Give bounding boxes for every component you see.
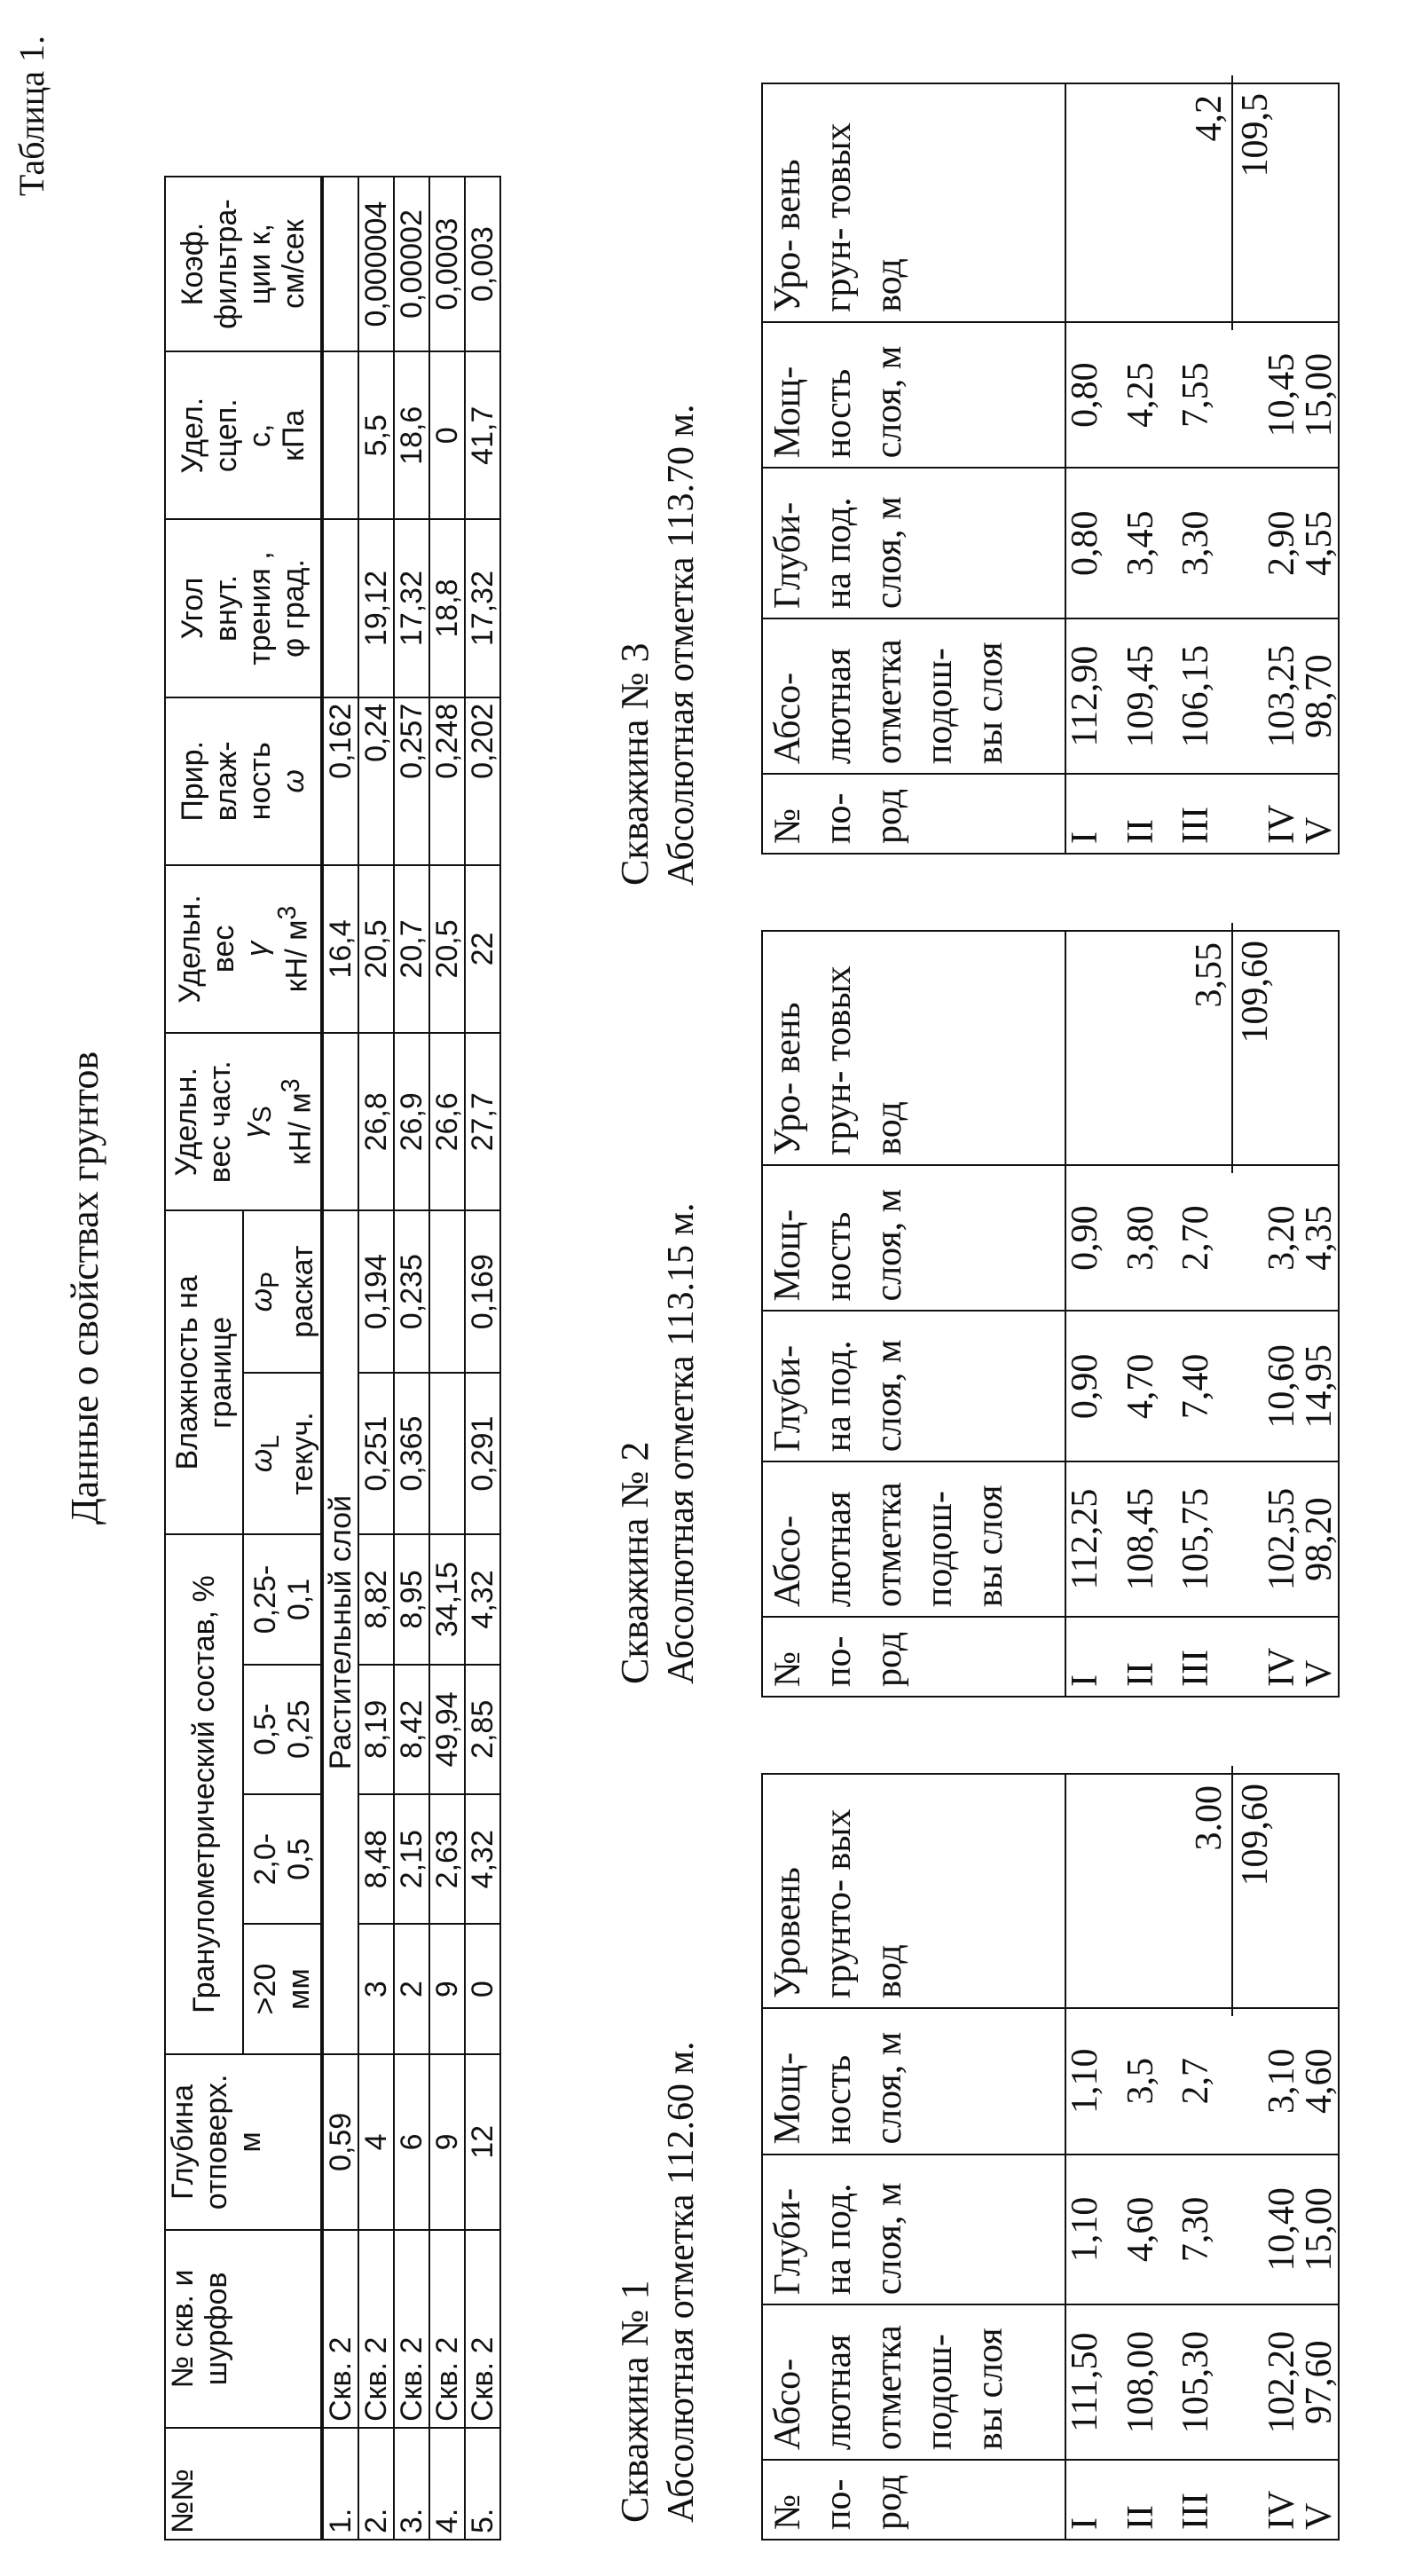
bh3-header-depth: Глуби- на под. слоя, м <box>762 468 1065 618</box>
table-row: III 105,30 7,30 2,7 <box>1177 1774 1233 2540</box>
table-row: 4. Скв. 2 9 9 2,63 49,94 34,15 26,6 20,5 0,248 18,8 0 0,0003 <box>429 177 465 2540</box>
table-row: IV 102,20 10,40 3,10 <box>1263 1774 1301 2540</box>
header-plastic-limit: $\omega_P$ раскат <box>243 1210 322 1372</box>
bh1-header-elevation: Абсо- лютная отметка подош- вы слоя <box>762 2304 1065 2460</box>
bh1-header-layer: № по- род <box>762 2460 1065 2540</box>
bh2-header-depth: Глуби- на под. слоя, м <box>762 1311 1065 1461</box>
header-natural-moisture: Прир. влаж- ность ω <box>165 697 322 865</box>
table-row: V 97,60 15,00 4,60 <box>1301 1774 1339 2540</box>
water-level-line <box>1231 75 1233 330</box>
bh1-header-depth: Глуби- на под. слоя, м <box>762 2155 1065 2305</box>
header-moisture-limits: Влажность на границе <box>165 1210 243 1534</box>
bh3-header-water: Уро- вень грун- товых вод <box>762 83 1065 322</box>
bh2-header-elevation: Абсо- лютная отметка подош- вы слоя <box>762 1461 1065 1617</box>
borehole-1-heading <box>612 2041 704 2523</box>
borehole-1-title: Скважина № 1 <box>613 2280 656 2523</box>
bh2-header-water: Уро- вень грун- товых вод <box>762 931 1065 1165</box>
table-row: IV 102,55 10,60 3,20 <box>1263 931 1301 1697</box>
table-row: V 98,70 4,55 15,00 <box>1301 83 1339 854</box>
borehole-3-title: Скважина № 3 <box>613 642 656 886</box>
borehole-1-table <box>761 1773 1340 2541</box>
bh3-header-thickness: Мощ- ность слоя, м <box>762 322 1065 469</box>
water-level-line <box>1231 923 1233 1173</box>
table-row: I 112,25 0,90 0,90 3,55 109,60 <box>1065 931 1122 1697</box>
table-row: IV 103,25 2,90 10,45 <box>1263 83 1301 854</box>
bh3-water-level: 4,2 109,5 <box>1065 83 1233 322</box>
header-gran-4: 0,25- 0,1 <box>243 1534 322 1664</box>
bh1-header-water: Уровень грунто- вых вод <box>762 1774 1065 2008</box>
table-row: V 98,20 14,95 4,35 <box>1301 931 1339 1697</box>
borehole-2-heading <box>612 1202 704 1684</box>
header-depth: Глубина отповерх. м <box>165 2054 322 2230</box>
header-unit-weight: Удельн. вес γ кН/ $м^3$ <box>165 865 322 1033</box>
borehole-3-table <box>761 83 1340 855</box>
borehole-1-elevation: Абсолютная отметка 112.60 м. <box>660 2041 702 2523</box>
table-caption: Таблица 1. <box>12 35 51 197</box>
header-gran-3: 0,5- 0,25 <box>243 1665 322 1794</box>
table-row: 2. Скв. 2 4 3 8,48 8,19 8,82 0,251 0,194 26,8 20,5 0,24 19,12 5,5 0,000004 <box>358 177 394 2540</box>
bh1-header-thickness: Мощ- ность слоя, м <box>762 2008 1065 2155</box>
bh2-water-level: 3,55 109,60 <box>1065 931 1233 1165</box>
header-num: №№ <box>165 2428 322 2540</box>
bh1-water-level: 3.00 109,60 <box>1065 1774 1233 2008</box>
soil-properties-table <box>164 176 501 2541</box>
header-site: № скв. и шурфов <box>165 2230 322 2428</box>
table-row: I 111,50 1,10 1,10 3.00 109,60 <box>1065 1774 1122 2540</box>
table-row: II 108,00 4,60 3,5 <box>1122 1774 1178 2540</box>
table-row: III 105,75 7,40 2,70 <box>1177 931 1233 1697</box>
header-particle-density: Удельн. вес част. $\gamma_S$ кН/ $м^3$ <box>165 1033 322 1210</box>
props-header <box>165 177 322 2540</box>
borehole-2-table <box>761 930 1340 1698</box>
header-friction-angle: Угол внут. трения , φ град. <box>165 519 322 697</box>
header-gran-2: 2,0- 0,5 <box>243 1794 322 1924</box>
borehole-3-elevation: Абсолютная отметка 113.70 м. <box>660 404 702 886</box>
table-row: III 106,15 3,30 7,55 <box>1177 83 1233 854</box>
header-granulometry: Гранулометрический состав, % <box>165 1534 243 2054</box>
borehole-3-heading <box>612 404 704 886</box>
water-level-line <box>1231 1766 1233 2016</box>
bh3-header-elevation: Абсо- лютная отметка подош- вы слоя <box>762 618 1065 774</box>
table-row: II 108,45 4,70 3,80 <box>1122 931 1178 1697</box>
table-row: II 109,45 3,45 4,25 <box>1122 83 1178 854</box>
document-title: Данные о свойствах грунтов <box>63 1051 106 1525</box>
header-gran-1: >20 мм <box>243 1924 322 2053</box>
header-liquid-limit: $\omega_L$ текуч. <box>243 1373 322 1534</box>
table-row: 3. Скв. 2 6 2 2,15 8,42 8,95 0,365 0,235 26,9 20,7 0,257 17,32 18,6 0,00002 <box>394 177 429 2540</box>
bh2-header-layer: № по- род <box>762 1617 1065 1697</box>
borehole-2-title: Скважина № 2 <box>613 1441 656 1684</box>
borehole-2-elevation: Абсолютная отметка 113.15 м. <box>660 1202 702 1684</box>
table-row: 1. Скв. 2 0,59 Растительный слой 16,4 0,162 <box>322 177 358 2540</box>
header-filtration-coefficient: Коэф. фильтра- ции к, см/сек <box>165 177 322 351</box>
table-row: I 112,90 0,80 0,80 4,2 109,5 <box>1065 83 1122 854</box>
bh2-header-thickness: Мощ- ность слоя, м <box>762 1165 1065 1312</box>
topsoil-note: Растительный слой <box>322 1210 358 2053</box>
header-cohesion: Удел. сцеп. с, кПа <box>165 351 322 519</box>
bh3-header-layer: № по- род <box>762 774 1065 854</box>
table-row: 5. Скв. 2 12 0 4,32 2,85 4,32 0,291 0,169 27,7 22 0,202 17,32 41,7 0,003 <box>465 177 500 2540</box>
